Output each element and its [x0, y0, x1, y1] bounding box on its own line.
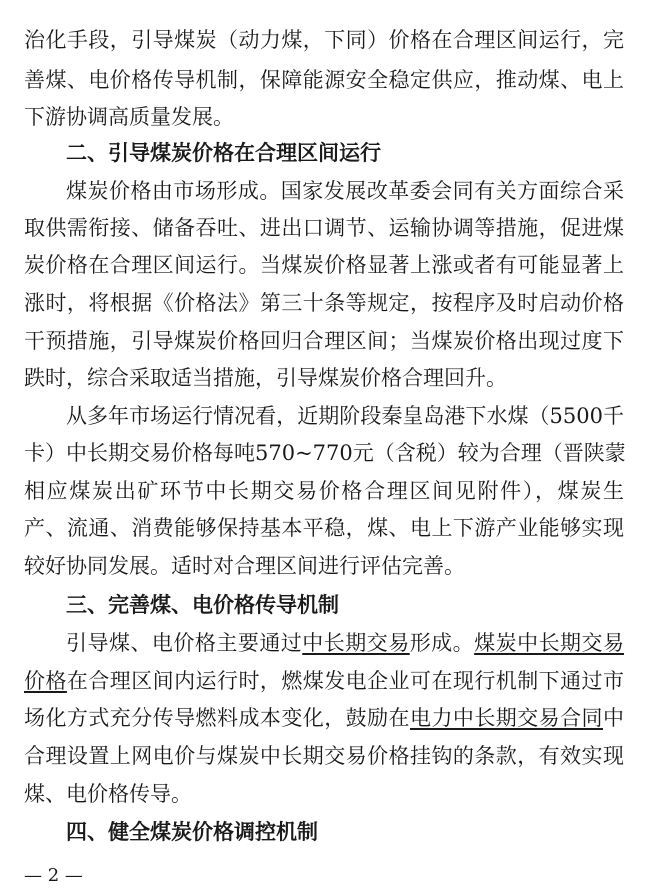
- paragraph-line: 煤、电价格传导。: [24, 782, 192, 806]
- paragraph-line: [24, 669, 624, 693]
- underlined-phrase: 价格: [24, 669, 67, 693]
- paragraph-line: 善煤、电价格传导机制，保障能源安全稳定供应，推动煤、电上: [24, 68, 624, 92]
- text-run: 在合理区间内运行时，燃煤发电企业可在现行机制下通过市: [66, 669, 624, 693]
- paragraph-line: 取供需衔接、储备吞吐、进出口调节、运输协调等措施，促进煤: [24, 216, 624, 240]
- paragraph-line: 治化手段，引导煤炭（动力煤，下同）价格在合理区间运行，完: [24, 28, 624, 52]
- section-heading-3: 三、完善煤、电价格传导机制: [66, 593, 339, 617]
- underlined-phrase: 煤炭中长期交易: [474, 631, 625, 655]
- paragraph-line: 炭价格在合理区间运行。当煤炭价格显著上涨或者有可能显著上: [24, 253, 624, 277]
- paragraph-line: 涨时，将根据《价格法》第三十条等规定，按程序及时启动价格: [24, 291, 624, 315]
- text-run: 形成。: [409, 631, 475, 655]
- paragraph-line: 煤炭价格由市场形成。国家发展改革委会同有关方面综合采: [66, 179, 624, 203]
- paragraph-line: 从多年市场运行情况看，近期阶段秦皇岛港下水煤（5500千: [66, 404, 624, 428]
- paragraph-line: 产、流通、消费能够保持基本平稳，煤、电上下游产业能够实现: [24, 516, 624, 540]
- paragraph-line: 干预措施，引导煤炭价格回归合理区间；当煤炭价格出现过度下: [24, 329, 624, 353]
- section-heading-2: 二、引导煤炭价格在合理区间运行: [66, 141, 381, 165]
- underlined-phrase: 中长期交易: [302, 631, 410, 655]
- paragraph-line: 相应煤炭出矿环节中长期交易价格合理区间见附件），煤炭生: [24, 479, 624, 503]
- paragraph-line: 下游协调高质量发展。: [24, 105, 234, 129]
- paragraph-line: 较好协同发展。适时对合理区间进行评估完善。: [24, 554, 465, 578]
- page-number: — 2 —: [24, 865, 83, 886]
- paragraph-line: 跌时，综合采取适当措施，引导煤炭价格合理回升。: [24, 366, 507, 390]
- paragraph-line: [66, 631, 624, 655]
- paragraph-line: [24, 706, 624, 730]
- text-run: 场化方式充分传导燃料成本变化，鼓励在: [24, 706, 410, 730]
- section-heading-4: 四、健全煤炭价格调控机制: [66, 820, 318, 844]
- paragraph-line: 卡）中长期交易价格每吨570~770元（含税）较为合理（晋陕蒙: [24, 441, 626, 465]
- paragraph-line: 合理设置上网电价与煤炭中长期交易价格挂钩的条款，有效实现: [24, 744, 624, 768]
- underlined-phrase: 电力中长期交易合同: [410, 706, 603, 730]
- text-run: 中: [603, 706, 624, 730]
- text-run: 引导煤、电价格主要通过: [66, 631, 303, 655]
